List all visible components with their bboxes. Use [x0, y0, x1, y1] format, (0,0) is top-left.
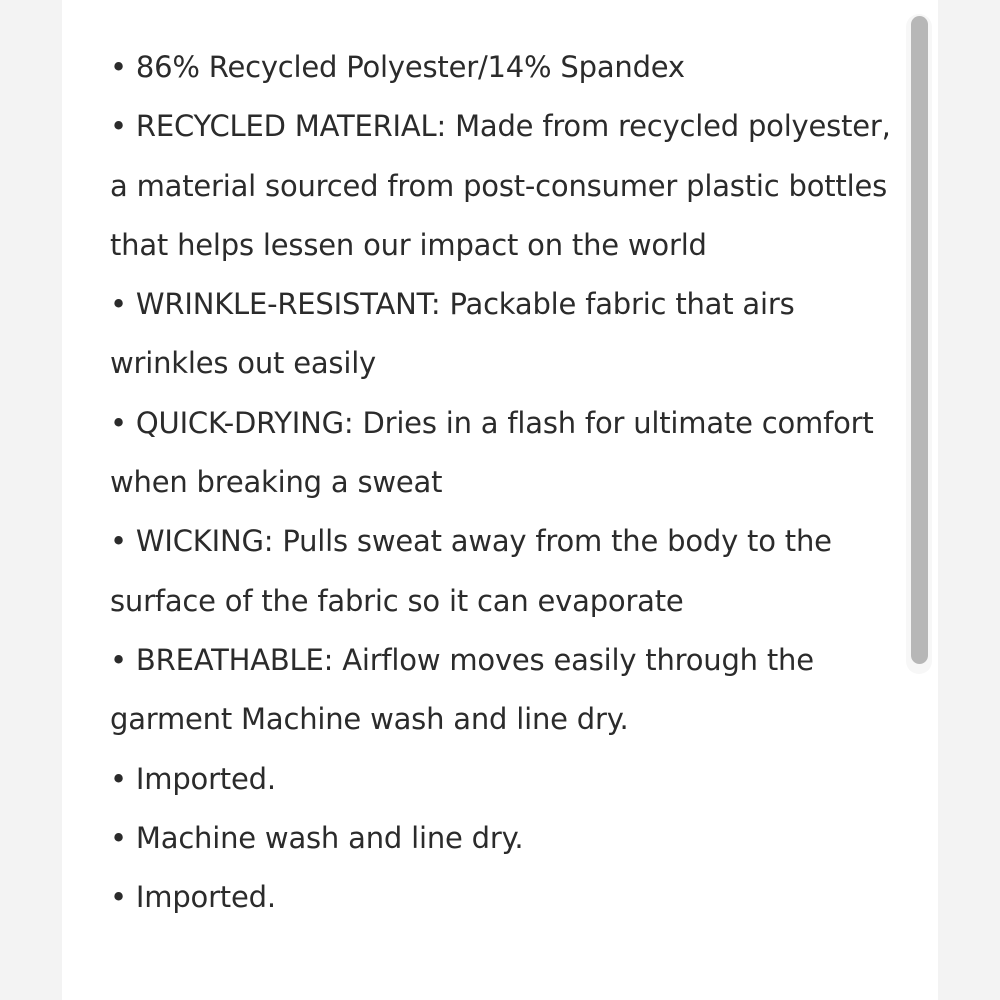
list-item: • BREATHABLE: Airflow moves easily through the garment Machine wash and line dry.: [110, 642, 814, 737]
list-item: • Imported.: [110, 761, 276, 796]
list-item: • Machine wash and line dry.: [110, 820, 524, 855]
list-item: • QUICK-DRYING: Dries in a flash for ultimate comfort when breaking a sweat: [110, 405, 874, 500]
list-item: • RECYCLED MATERIAL: Made from recycled polyester, a material sourced from post-consumer plastic bottles that helps lessen our impact on the world: [110, 109, 891, 262]
list-item: • WICKING: Pulls sweat away from the body to the surface of the fabric so it can evaporate: [110, 524, 832, 618]
list-item: • Imported.: [110, 880, 276, 915]
scrollbar-thumb[interactable]: [911, 16, 928, 664]
list-item: • 86% Recycled Polyester/14% Spandex: [110, 50, 685, 84]
product-description-list: [110, 38, 900, 927]
list-item: • WRINKLE-RESISTANT: Packable fabric that airs wrinkles out easily: [110, 287, 795, 381]
